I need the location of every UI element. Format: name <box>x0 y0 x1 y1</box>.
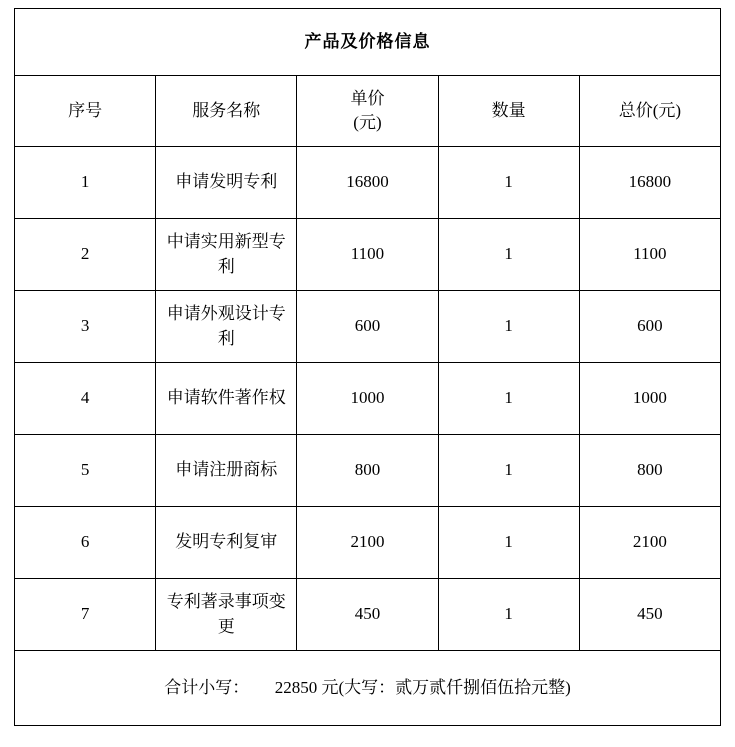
table-row <box>15 147 721 219</box>
product-price-table <box>14 8 721 726</box>
cell-unit-price: 16800 <box>297 147 438 219</box>
column-header-unit-price-line1: 单价 <box>350 89 385 109</box>
cell-quantity: 1 <box>438 219 579 291</box>
cell-name: 发明专利复审 <box>156 507 297 579</box>
table-header-row <box>15 76 721 147</box>
table-row <box>15 363 721 435</box>
column-header-quantity: 数量 <box>438 76 579 147</box>
table-row <box>15 291 721 363</box>
cell-total-price: 1100 <box>579 219 720 291</box>
cell-unit-price: 2100 <box>297 507 438 579</box>
cell-quantity: 1 <box>438 507 579 579</box>
table-row <box>15 219 721 291</box>
cell-quantity: 1 <box>438 363 579 435</box>
cell-unit-price: 600 <box>297 291 438 363</box>
title-row <box>15 9 721 76</box>
cell-quantity: 1 <box>438 147 579 219</box>
cell-index: 7 <box>15 579 156 651</box>
cell-unit-price: 450 <box>297 579 438 651</box>
cell-total-price: 450 <box>579 579 720 651</box>
cell-total-price: 800 <box>579 435 720 507</box>
cell-name: 申请软件著作权 <box>156 363 297 435</box>
summary-cell <box>15 651 721 726</box>
cell-index: 6 <box>15 507 156 579</box>
document-page <box>0 8 735 747</box>
cell-unit-price: 800 <box>297 435 438 507</box>
page-title: 产品及价格信息 <box>15 9 721 76</box>
cell-unit-price: 1100 <box>297 219 438 291</box>
cell-total-price: 600 <box>579 291 720 363</box>
cell-quantity: 1 <box>438 435 579 507</box>
summary-row <box>15 651 721 726</box>
cell-total-price: 1000 <box>579 363 720 435</box>
cell-name: 专利著录事项变更 <box>156 579 297 651</box>
cell-index: 5 <box>15 435 156 507</box>
cell-unit-price: 1000 <box>297 363 438 435</box>
column-header-unit-price-line2: (元) <box>353 113 382 132</box>
cell-index: 3 <box>15 291 156 363</box>
cell-name: 中请实用新型专利 <box>156 219 297 291</box>
column-header-total-price: 总价(元) <box>579 76 720 147</box>
column-header-unit-price <box>297 76 438 147</box>
summary-text: 合计小写： 22850 元(大写：贰万贰仟捌佰伍拾元整) <box>164 677 571 697</box>
cell-total-price: 2100 <box>579 507 720 579</box>
cell-index: 4 <box>15 363 156 435</box>
cell-name: 申请外观设计专利 <box>156 291 297 363</box>
cell-name: 申请注册商标 <box>156 435 297 507</box>
table-row <box>15 579 721 651</box>
cell-quantity: 1 <box>438 579 579 651</box>
cell-name: 申请发明专利 <box>156 147 297 219</box>
column-header-index: 序号 <box>15 76 156 147</box>
cell-quantity: 1 <box>438 291 579 363</box>
cell-total-price: 16800 <box>579 147 720 219</box>
cell-index: 2 <box>15 219 156 291</box>
table-row <box>15 507 721 579</box>
table-row <box>15 435 721 507</box>
cell-index: 1 <box>15 147 156 219</box>
column-header-name: 服务名称 <box>156 76 297 147</box>
